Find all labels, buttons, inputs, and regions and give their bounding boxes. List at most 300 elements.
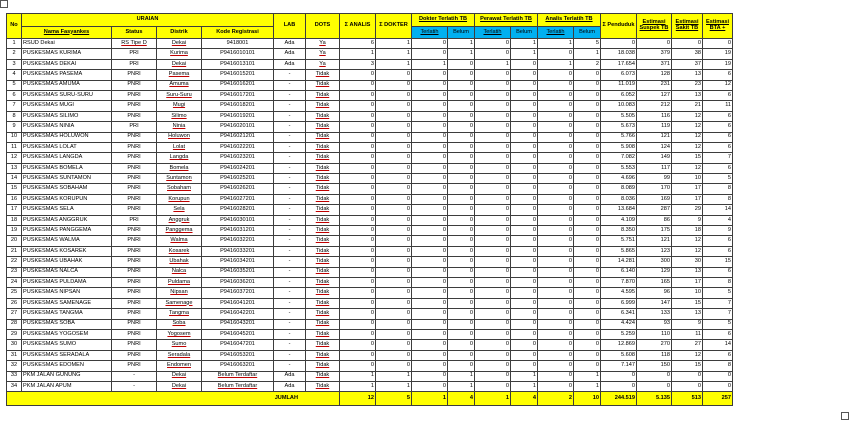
cell-perawat-terlatih: 0 [475, 350, 511, 360]
cell-dots: Tidak [306, 246, 340, 256]
cell-dokter-terlatih: 0 [412, 298, 448, 308]
cell-penduduk: 5.766 [601, 132, 637, 142]
header-analis-terlatih-sub: Terlatih [538, 27, 574, 39]
cell-est-bta: 11 [703, 101, 733, 111]
cell-kode: P9416043201 [202, 319, 274, 329]
cell-penduduk: 8.036 [601, 194, 637, 204]
header-uraian: URAIAN [22, 14, 274, 27]
cell-analis-belum: 0 [574, 319, 601, 329]
cell-est-suspek: 0 [637, 371, 672, 381]
cell-analis-belum: 0 [574, 122, 601, 132]
cell-perawat-terlatih: 0 [475, 142, 511, 152]
cell-analis-belum: 0 [574, 142, 601, 152]
cell-status: PNRI [112, 90, 157, 100]
cell-dokter: 1 [376, 39, 412, 49]
cell-analis: 0 [340, 132, 376, 142]
cell-kode: P9416028201 [202, 205, 274, 215]
cell-est-bta: 7 [703, 153, 733, 163]
cell-nama: PUSKESMAS PULDAMA [22, 277, 112, 287]
cell-dokter-terlatih: 0 [412, 194, 448, 204]
cell-est-sakit: 13 [672, 309, 703, 319]
cell-nama: PUSKESMAS PASEMA [22, 70, 112, 80]
cell-analis-terlatih: 0 [538, 236, 574, 246]
cell-analis: 0 [340, 236, 376, 246]
cell-lab: - [274, 350, 306, 360]
cell-no: 7 [7, 101, 22, 111]
cell-perawat-terlatih: 0 [475, 153, 511, 163]
table-handle-bottom-right[interactable] [841, 412, 849, 420]
cell-dokter-terlatih: 0 [412, 90, 448, 100]
cell-dokter: 0 [376, 288, 412, 298]
cell-analis: 0 [340, 101, 376, 111]
cell-perawat-terlatih: 0 [475, 288, 511, 298]
cell-est-bta: 6 [703, 329, 733, 339]
cell-distrik: Ninia [157, 122, 202, 132]
cell-analis: 0 [340, 361, 376, 371]
cell-status: - [112, 371, 157, 381]
cell-status: PNRI [112, 350, 157, 360]
cell-no: 20 [7, 236, 22, 246]
cell-dokter-terlatih: 0 [412, 174, 448, 184]
cell-perawat-belum: 0 [511, 246, 538, 256]
cell-lab: - [274, 288, 306, 298]
cell-status: PRI [112, 59, 157, 69]
cell-penduduk: 5.908 [601, 142, 637, 152]
cell-dots: Tidak [306, 319, 340, 329]
cell-est-bta: 6 [703, 70, 733, 80]
cell-perawat-belum: 0 [511, 163, 538, 173]
cell-analis-terlatih: 0 [538, 142, 574, 152]
cell-lab: - [274, 267, 306, 277]
cell-distrik: Anggruk [157, 215, 202, 225]
cell-perawat-belum: 0 [511, 350, 538, 360]
cell-lab: - [274, 132, 306, 142]
cell-dokter: 0 [376, 319, 412, 329]
cell-analis-terlatih: 0 [538, 132, 574, 142]
cell-est-sakit: 11 [672, 329, 703, 339]
cell-lab: Ada [274, 59, 306, 69]
cell-est-sakit: 15 [672, 361, 703, 371]
cell-kode: 9418001 [202, 39, 274, 49]
cell-dots: Ya [306, 59, 340, 69]
cell-nama: PUSKESMAS SAMENAGE [22, 298, 112, 308]
cell-nama: PUSKESMAS AMUMA [22, 80, 112, 90]
cell-kode: Belum Terdaftar [202, 371, 274, 381]
cell-distrik: Lolat [157, 142, 202, 152]
cell-est-suspek: 96 [637, 288, 672, 298]
cell-est-bta: 15 [703, 257, 733, 267]
cell-dokter: 0 [376, 153, 412, 163]
cell-penduduk: 4.595 [601, 288, 637, 298]
cell-no: 29 [7, 329, 22, 339]
cell-est-sakit: 12 [672, 122, 703, 132]
cell-dokter: 0 [376, 101, 412, 111]
cell-perawat-belum: 0 [511, 205, 538, 215]
cell-dokter-belum: 0 [448, 340, 475, 350]
cell-kode: P9416045201 [202, 329, 274, 339]
cell-status: PNRI [112, 246, 157, 256]
cell-perawat-terlatih: 0 [475, 163, 511, 173]
cell-est-sakit: 12 [672, 142, 703, 152]
cell-penduduk: 0 [601, 39, 637, 49]
cell-dokter-belum: 1 [448, 371, 475, 381]
cell-perawat-terlatih: 0 [475, 246, 511, 256]
cell-nama: PUSKESMAS SILIMO [22, 111, 112, 121]
cell-analis-belum: 0 [574, 101, 601, 111]
cell-lab: - [274, 101, 306, 111]
cell-dokter: 0 [376, 80, 412, 90]
cell-status: PNRI [112, 205, 157, 215]
cell-no: 18 [7, 215, 22, 225]
cell-est-suspek: 0 [637, 381, 672, 391]
cell-perawat-belum: 0 [511, 122, 538, 132]
cell-dokter-terlatih: 0 [412, 163, 448, 173]
cell-distrik: Suru-Suru [157, 90, 202, 100]
cell-analis-belum: 0 [574, 70, 601, 80]
cell-est-bta: 0 [703, 381, 733, 391]
cell-dots: Tidak [306, 163, 340, 173]
cell-est-sakit: 12 [672, 111, 703, 121]
cell-distrik: Samenage [157, 298, 202, 308]
cell-status: PNRI [112, 319, 157, 329]
cell-dots: Tidak [306, 205, 340, 215]
table-row [7, 194, 733, 204]
total-label: JUMLAH [7, 392, 340, 406]
cell-status: PNRI [112, 257, 157, 267]
cell-distrik: Seradala [157, 350, 202, 360]
cell-dots: Tidak [306, 267, 340, 277]
cell-analis: 0 [340, 350, 376, 360]
cell-analis-belum: 5 [574, 39, 601, 49]
table-row [7, 122, 733, 132]
cell-analis-terlatih: 0 [538, 371, 574, 381]
cell-perawat-belum: 0 [511, 288, 538, 298]
cell-est-suspek: 169 [637, 194, 672, 204]
table-handle-top-left[interactable] [0, 0, 8, 8]
cell-est-suspek: 147 [637, 298, 672, 308]
total-est-suspek: 5.135 [637, 392, 672, 406]
cell-nama: PUSKESMAS ANGGRUK [22, 215, 112, 225]
cell-est-suspek: 118 [637, 350, 672, 360]
table-row [7, 361, 733, 371]
cell-dokter: 0 [376, 184, 412, 194]
cell-perawat-belum: 0 [511, 194, 538, 204]
header-est-bta: Estimasi BTA + [703, 14, 733, 39]
cell-perawat-belum: 0 [511, 267, 538, 277]
cell-dokter: 0 [376, 361, 412, 371]
cell-dokter-belum: 0 [448, 267, 475, 277]
cell-distrik: Dekai [157, 381, 202, 391]
cell-analis-belum: 0 [574, 90, 601, 100]
cell-dokter: 0 [376, 340, 412, 350]
cell-analis: 0 [340, 153, 376, 163]
cell-status: PRI [112, 49, 157, 59]
cell-distrik: Tangma [157, 309, 202, 319]
cell-est-bta: 12 [703, 80, 733, 90]
header-distrik: Distrik [157, 27, 202, 39]
cell-est-suspek: 231 [637, 80, 672, 90]
cell-est-sakit: 9 [672, 215, 703, 225]
cell-analis-terlatih: 0 [538, 226, 574, 236]
cell-analis-terlatih: 0 [538, 267, 574, 277]
cell-dokter-terlatih: 1 [412, 59, 448, 69]
cell-analis-belum: 0 [574, 194, 601, 204]
cell-dokter: 0 [376, 215, 412, 225]
cell-analis: 0 [340, 298, 376, 308]
header-dokter-belum-sub: Belum [448, 27, 475, 39]
cell-est-sakit: 17 [672, 277, 703, 287]
cell-lab: - [274, 142, 306, 152]
cell-no: 21 [7, 246, 22, 256]
cell-est-suspek: 129 [637, 267, 672, 277]
cell-kode: P9416042201 [202, 309, 274, 319]
cell-analis-terlatih: 0 [538, 194, 574, 204]
cell-penduduk: 13.684 [601, 205, 637, 215]
cell-dokter: 0 [376, 277, 412, 287]
cell-analis-terlatih: 0 [538, 90, 574, 100]
cell-no: 17 [7, 205, 22, 215]
cell-status: PNRI [112, 80, 157, 90]
cell-dokter-terlatih: 0 [412, 70, 448, 80]
cell-est-suspek: 116 [637, 111, 672, 121]
cell-penduduk: 0 [601, 381, 637, 391]
cell-dokter-belum: 0 [448, 90, 475, 100]
cell-analis-belum: 0 [574, 111, 601, 121]
cell-est-bta: 19 [703, 49, 733, 59]
cell-est-bta: 7 [703, 298, 733, 308]
cell-perawat-belum: 0 [511, 226, 538, 236]
cell-est-suspek: 0 [637, 39, 672, 49]
cell-dokter-terlatih: 0 [412, 267, 448, 277]
tb-facility-table [6, 13, 733, 406]
cell-no: 27 [7, 309, 22, 319]
cell-nama: PUSKESMAS KOSAREK [22, 246, 112, 256]
total-row [7, 392, 733, 406]
table-row [7, 236, 733, 246]
cell-perawat-terlatih: 0 [475, 298, 511, 308]
cell-dokter-belum: 0 [448, 236, 475, 246]
cell-est-suspek: 379 [637, 49, 672, 59]
cell-penduduk: 14.281 [601, 257, 637, 267]
cell-perawat-belum: 0 [511, 142, 538, 152]
cell-lab: - [274, 90, 306, 100]
cell-no: 25 [7, 288, 22, 298]
cell-perawat-belum: 0 [511, 329, 538, 339]
cell-distrik: Ubahak [157, 257, 202, 267]
cell-nama: PUSKESMAS LANGDA [22, 153, 112, 163]
cell-no: 14 [7, 174, 22, 184]
cell-dokter-terlatih: 0 [412, 142, 448, 152]
cell-est-sakit: 10 [672, 174, 703, 184]
cell-penduduk: 7.147 [601, 361, 637, 371]
cell-dokter-terlatih: 0 [412, 39, 448, 49]
cell-lab: - [274, 122, 306, 132]
cell-dokter-belum: 0 [448, 142, 475, 152]
cell-no: 5 [7, 80, 22, 90]
cell-dokter-belum: 0 [448, 111, 475, 121]
cell-kode: P9416034201 [202, 257, 274, 267]
cell-kode: P9416026201 [202, 184, 274, 194]
cell-perawat-terlatih: 0 [475, 267, 511, 277]
cell-analis-terlatih: 0 [538, 215, 574, 225]
cell-analis: 0 [340, 205, 376, 215]
cell-no: 34 [7, 381, 22, 391]
cell-dokter-terlatih: 0 [412, 319, 448, 329]
table-row [7, 153, 733, 163]
cell-distrik: Silimo [157, 111, 202, 121]
table-row [7, 215, 733, 225]
cell-penduduk: 4.109 [601, 215, 637, 225]
cell-analis-belum: 0 [574, 361, 601, 371]
cell-kode: P9416027201 [202, 194, 274, 204]
cell-est-suspek: 133 [637, 309, 672, 319]
cell-est-sakit: 13 [672, 70, 703, 80]
cell-dokter-terlatih: 0 [412, 226, 448, 236]
table-row [7, 49, 733, 59]
cell-no: 24 [7, 277, 22, 287]
cell-est-bta: 5 [703, 319, 733, 329]
cell-est-sakit: 12 [672, 163, 703, 173]
table-row [7, 101, 733, 111]
cell-status: PNRI [112, 329, 157, 339]
cell-analis-belum: 0 [574, 340, 601, 350]
cell-est-sakit: 23 [672, 80, 703, 90]
cell-nama: PUSKESMAS YOGOSEM [22, 329, 112, 339]
cell-no: 4 [7, 70, 22, 80]
cell-analis-belum: 0 [574, 350, 601, 360]
cell-perawat-belum: 0 [511, 277, 538, 287]
cell-lab: - [274, 226, 306, 236]
cell-analis-terlatih: 0 [538, 340, 574, 350]
cell-dokter-belum: 0 [448, 319, 475, 329]
cell-penduduk: 6.073 [601, 70, 637, 80]
cell-dots: Tidak [306, 111, 340, 121]
cell-perawat-terlatih: 0 [475, 111, 511, 121]
cell-analis-terlatih: 0 [538, 122, 574, 132]
cell-est-sakit: 37 [672, 59, 703, 69]
cell-lab: - [274, 236, 306, 246]
cell-analis-terlatih: 0 [538, 309, 574, 319]
cell-nama: PUSKESMAS MUGI [22, 101, 112, 111]
cell-perawat-belum: 0 [511, 132, 538, 142]
cell-status: PNRI [112, 174, 157, 184]
table-row [7, 205, 733, 215]
table-row [7, 184, 733, 194]
cell-kode: P9416047201 [202, 340, 274, 350]
cell-perawat-belum: 1 [511, 39, 538, 49]
cell-penduduk: 5.751 [601, 236, 637, 246]
cell-lab: - [274, 340, 306, 350]
cell-nama: PUSKESMAS UBAHAK [22, 257, 112, 267]
cell-penduduk: 4.696 [601, 174, 637, 184]
cell-analis: 0 [340, 111, 376, 121]
cell-dokter: 0 [376, 194, 412, 204]
cell-est-sakit: 29 [672, 205, 703, 215]
cell-no: 10 [7, 132, 22, 142]
cell-lab: Ada [274, 49, 306, 59]
cell-nama: PUSKESMAS SURU-SURU [22, 90, 112, 100]
cell-dots: Tidak [306, 184, 340, 194]
cell-dokter: 0 [376, 122, 412, 132]
cell-analis-belum: 1 [574, 371, 601, 381]
cell-no: 11 [7, 142, 22, 152]
cell-analis-terlatih: 0 [538, 184, 574, 194]
cell-dokter-belum: 0 [448, 246, 475, 256]
cell-est-bta: 4 [703, 215, 733, 225]
cell-dots: Tidak [306, 101, 340, 111]
cell-est-bta: 8 [703, 277, 733, 287]
cell-est-sakit: 17 [672, 194, 703, 204]
cell-kode: P9416036201 [202, 277, 274, 287]
cell-distrik: Mugi [157, 101, 202, 111]
table-row [7, 174, 733, 184]
cell-penduduk: 5.673 [601, 122, 637, 132]
cell-status: PRI [112, 215, 157, 225]
cell-status: PNRI [112, 298, 157, 308]
header-est-suspek: Estimasi Suspek TB [637, 14, 672, 39]
cell-analis: 0 [340, 246, 376, 256]
cell-distrik: Sela [157, 205, 202, 215]
cell-analis-belum: 1 [574, 49, 601, 59]
cell-status: PNRI [112, 142, 157, 152]
cell-perawat-terlatih: 0 [475, 80, 511, 90]
cell-nama: PUSKESMAS TANGMA [22, 309, 112, 319]
cell-status: PNRI [112, 309, 157, 319]
cell-est-sakit: 12 [672, 246, 703, 256]
cell-status: - [112, 381, 157, 391]
cell-perawat-belum: 0 [511, 309, 538, 319]
cell-est-sakit: 12 [672, 132, 703, 142]
total-analis-belum: 10 [574, 392, 601, 406]
cell-est-sakit: 9 [672, 319, 703, 329]
cell-dokter-belum: 0 [448, 132, 475, 142]
cell-no: 6 [7, 90, 22, 100]
cell-nama: PUSKESMAS KURIMA [22, 49, 112, 59]
table-row [7, 329, 733, 339]
total-analis: 12 [340, 392, 376, 406]
cell-distrik: Bomela [157, 163, 202, 173]
cell-no: 15 [7, 184, 22, 194]
cell-nama: PKM JALAN GUNUNG [22, 371, 112, 381]
cell-penduduk: 6.052 [601, 90, 637, 100]
cell-nama: PUSKESMAS SOBAHAM [22, 184, 112, 194]
cell-dokter-belum: 0 [448, 361, 475, 371]
cell-nama: PUSKESMAS NIPSAN [22, 288, 112, 298]
cell-no: 12 [7, 153, 22, 163]
cell-kode: P9416021201 [202, 132, 274, 142]
cell-perawat-terlatih: 0 [475, 184, 511, 194]
table-row [7, 226, 733, 236]
cell-analis-terlatih: 0 [538, 174, 574, 184]
cell-est-sakit: 10 [672, 288, 703, 298]
cell-distrik: Soba [157, 319, 202, 329]
cell-perawat-terlatih: 0 [475, 361, 511, 371]
cell-nama: PUSKESMAS SERADALA [22, 350, 112, 360]
cell-perawat-belum: 0 [511, 215, 538, 225]
cell-perawat-belum: 1 [511, 49, 538, 59]
cell-analis: 0 [340, 122, 376, 132]
header-no: No [7, 14, 22, 39]
cell-status: PNRI [112, 132, 157, 142]
cell-analis-belum: 0 [574, 329, 601, 339]
cell-analis-terlatih: 0 [538, 329, 574, 339]
total-est-bta: 257 [703, 392, 733, 406]
cell-kode: P9416024201 [202, 163, 274, 173]
cell-analis: 0 [340, 329, 376, 339]
cell-lab: - [274, 174, 306, 184]
cell-lab: - [274, 309, 306, 319]
cell-est-sakit: 15 [672, 298, 703, 308]
